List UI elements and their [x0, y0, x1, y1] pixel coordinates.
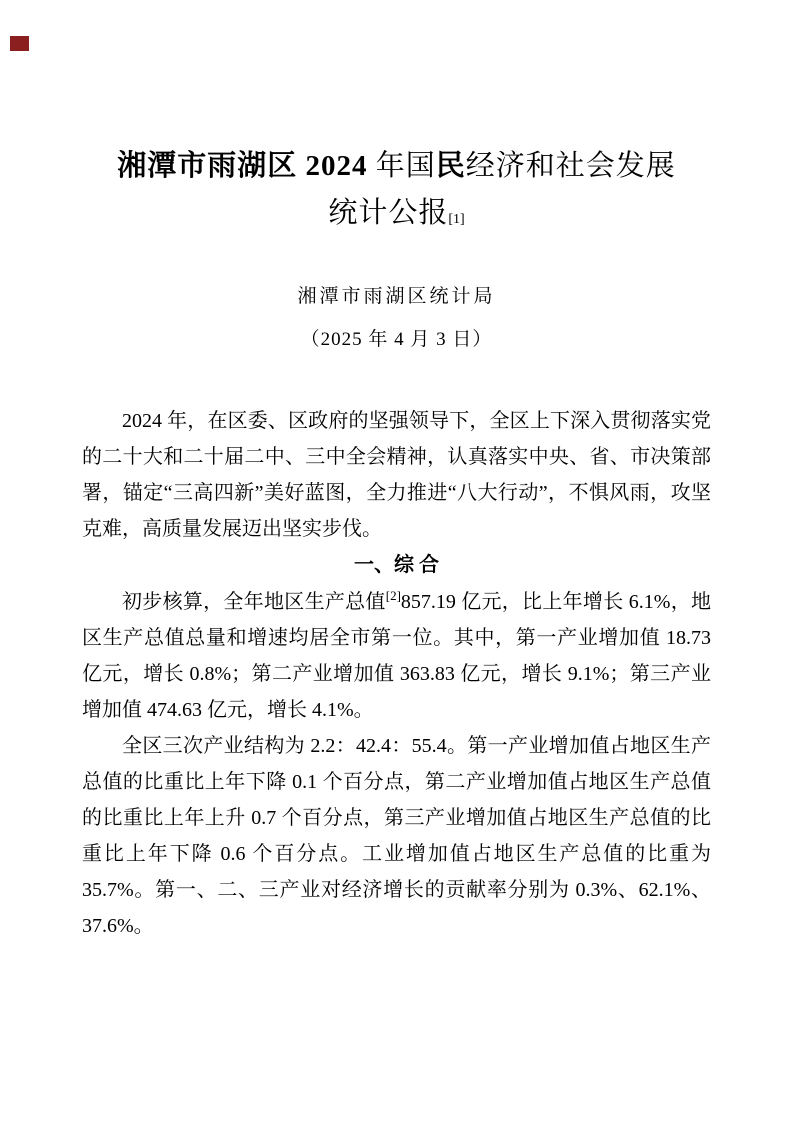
corner-mark	[10, 36, 29, 51]
section-heading-comprehensive: 一、综 合	[354, 554, 439, 576]
title-segment-regular: 年国	[375, 150, 436, 182]
title-segment-line2: 统计公报	[328, 197, 449, 229]
document-body	[82, 403, 711, 944]
gdp-paragraph	[82, 584, 711, 728]
title-line-1	[117, 150, 676, 182]
publication-date: （2025 年 4 月 3 日）	[300, 329, 493, 350]
title-segment-bold: 湘潭市雨湖区	[117, 150, 298, 182]
gdp-text-before-ref: 初步核算，全年地区生产总值	[122, 591, 386, 613]
document-title	[82, 0, 711, 243]
intro-paragraph: 2024 年，在区委、区政府的坚强领导下，全区上下深入贯彻落实党的二十大和二十届二中、三中全会精神，认真落实中央、省、市决策部署，锚定“三高四新”美好蓝图，全力推进“八大行动”，不惧风雨，攻坚克难，高质量发展迈出坚实步伐。	[82, 410, 711, 540]
industry-structure-paragraph: 全区三次产业结构为 2.2：42.4：55.4。第一产业增加值占地区生产总值的比重比上年下降 0.1 个百分点，第二产业增加值占地区生产总值的比重比上年上升 0.7 个百分点，第三产业增加值占地区生产总值的比重比上年下降 0.6 个百分点。工业增加值占地区生产总值的比重为 35.7%。第一、二、三产业对经济增长的贡献率分别为 0.3%、62.1%、37.6%。	[82, 735, 711, 937]
title-footnote-ref: [1]	[448, 212, 465, 227]
gdp-text-after-ref: 857.19 亿元，比上年增长 6.1%，地区生产总值总量和增速均居全市第一位。其中，第一产业增加值 18.73 亿元，增长 0.8%；第二产业增加值 363.83 亿元，增长 9.1%；第三产业增加值 474.63 亿元，增长 4.1%。	[82, 591, 712, 721]
issuing-agency: 湘潭市雨湖区统计局	[297, 286, 496, 307]
title-segment-regular-2: 经济和社会发展	[465, 150, 676, 182]
title-segment-bold-2: 民	[435, 150, 466, 182]
body-footnote-ref: [2]	[385, 588, 401, 603]
title-line-2	[328, 197, 464, 229]
title-segment-year: 2024	[297, 150, 376, 182]
